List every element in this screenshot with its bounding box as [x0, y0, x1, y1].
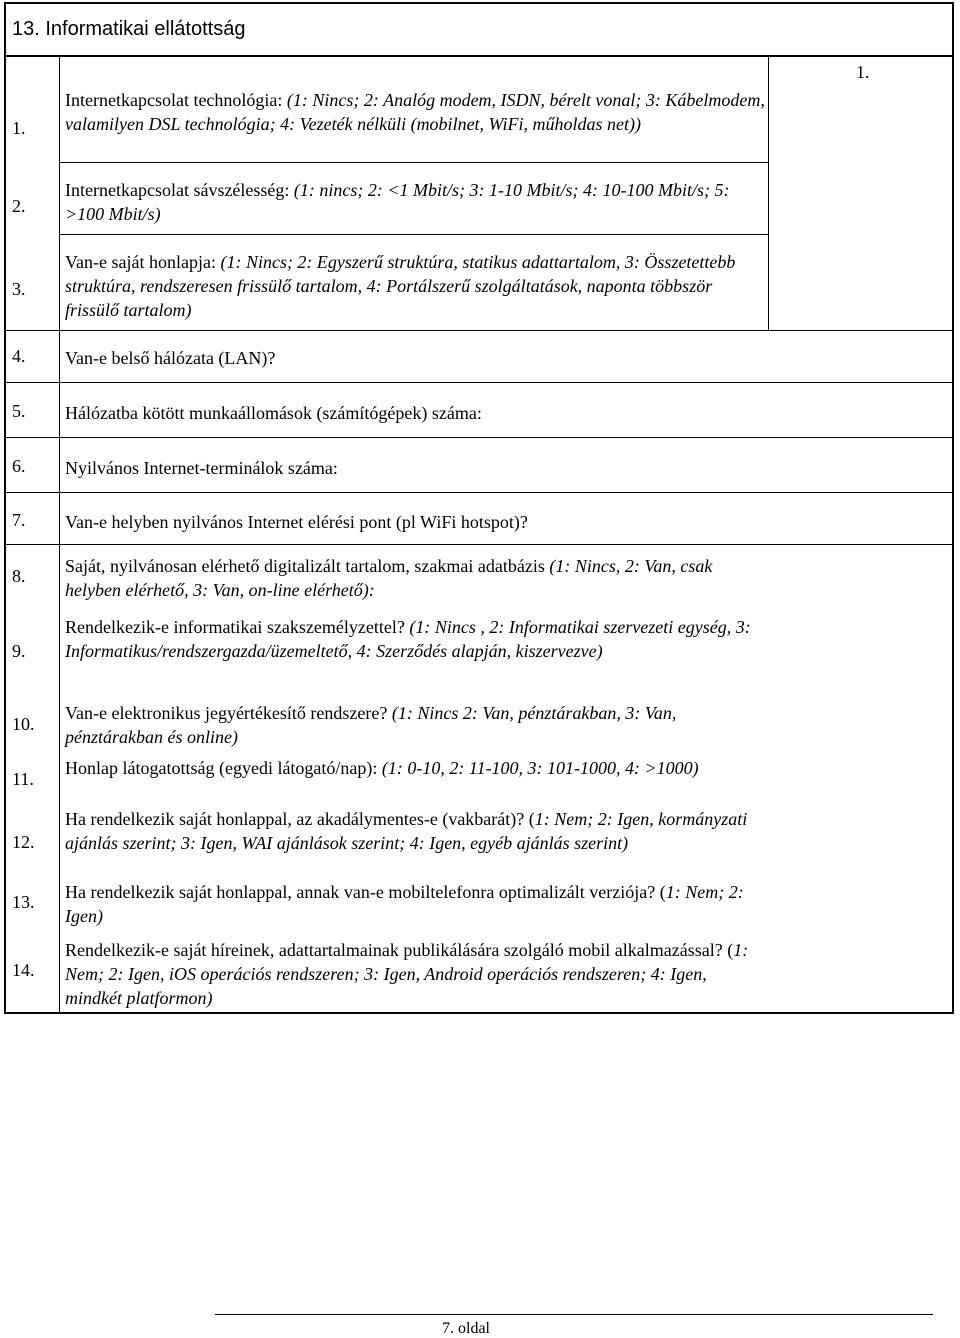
question-text: Saját, nyilvánosan elérhető digitalizált tartalom, szakmai adatbázis (1: Nincs, 2: Van, csak helyben elérhető, 3: Van, on-line elérhető): [65, 556, 713, 600]
question-text: Rendelkezik-e saját híreinek, adattartalmainak publikálására szolgáló mobil alkalmazással? (1: Nem; 2: Igen, iOS operációs rendszeren; 3: Igen, Android operációs rendszeren; 4: Igen, mindkét platformon) [65, 940, 749, 1008]
row-number: 11. [12, 769, 34, 789]
row-divider [6, 330, 952, 331]
question-text: Van-e belső hálózata (LAN)? [65, 348, 276, 368]
question-text: Van-e saját honlapja: (1: Nincs; 2: Egyszerű struktúra, statikus adattartalom, 3: Összetettebb struktúra, rendszeresen frissülő tartalom, 4: Portálszerű szolgáltatások, naponta többször frissülő tartalom) [65, 252, 736, 320]
row-divider [59, 162, 768, 163]
row-divider [6, 382, 952, 383]
question-text: Internetkapcsolat sávszélesség: (1: nincs; 2: <1 Mbit/s; 3: 1-10 Mbit/s; 4: 10-100 Mbit/s; 5: >100 Mbit/s) [65, 180, 730, 224]
answer-column-label: 1. [856, 62, 870, 82]
row-number: 5. [12, 401, 26, 421]
row-number: 9. [12, 641, 26, 661]
row-divider [6, 544, 952, 545]
row-divider [6, 492, 952, 493]
section-title: 13. Informatikai ellátottság [6, 4, 952, 57]
row-number: 6. [12, 456, 26, 476]
number-column-divider [59, 57, 60, 1012]
question-text: Ha rendelkezik saját honlappal, annak van-e mobiltelefonra optimalizált verziója? (1: Nem; 2: Igen) [65, 882, 744, 926]
question-text: Internetkapcsolat technológia: (1: Nincs; 2: Analóg modem, ISDN, bérelt vonal; 3: Kábelmodem, valamilyen DSL technológia; 4: Vezeték nélküli (mobilnet, WiFi, műholdas net)) [65, 90, 765, 134]
row-divider [6, 437, 952, 438]
answer-column-divider [768, 57, 769, 330]
question-text: Van-e helyben nyilvános Internet elérési pont (pl WiFi hotspot)? [65, 512, 528, 532]
row-number: 8. [12, 566, 26, 586]
question-text: Ha rendelkezik saját honlappal, az akadálymentes-e (vakbarát)? (1: Nem; 2: Igen, kormányzati ajánlás szerint; 3: Igen, WAI ajánlások szerint; 4: Igen, egyéb ajánlás szerint) [65, 809, 748, 853]
form-table [4, 2, 954, 1014]
question-text: Nyilvános Internet-terminálok száma: [65, 458, 338, 478]
footer-rule [215, 1314, 933, 1315]
row-divider [59, 234, 768, 235]
page-number: 7. oldal [442, 1320, 490, 1337]
row-number: 3. [12, 279, 26, 299]
row-number: 7. [12, 510, 26, 530]
row-number: 10. [12, 714, 35, 734]
row-number: 2. [12, 196, 26, 216]
row-number: 14. [12, 960, 35, 980]
row-number: 4. [12, 346, 26, 366]
row-number: 13. [12, 892, 35, 912]
question-text: Rendelkezik-e informatikai szakszemélyzettel? (1: Nincs , 2: Informatikai szervezeti egység, 3: Informatikus/rendszergazda/üzemeltető, 4: Szerződés alapján, kiszervezve) [65, 617, 751, 661]
row-number: 12. [12, 832, 35, 852]
row-number: 1. [12, 118, 26, 138]
question-text: Van-e elektronikus jegyértékesítő rendszere? (1: Nincs 2: Van, pénztárakban, 3: Van, pénztárakban és online) [65, 703, 677, 747]
question-text: Honlap látogatottság (egyedi látogató/nap): (1: 0-10, 2: 11-100, 3: 101-1000, 4: >1000) [65, 758, 699, 778]
question-text: Hálózatba kötött munkaállomások (számítógépek) száma: [65, 403, 482, 423]
